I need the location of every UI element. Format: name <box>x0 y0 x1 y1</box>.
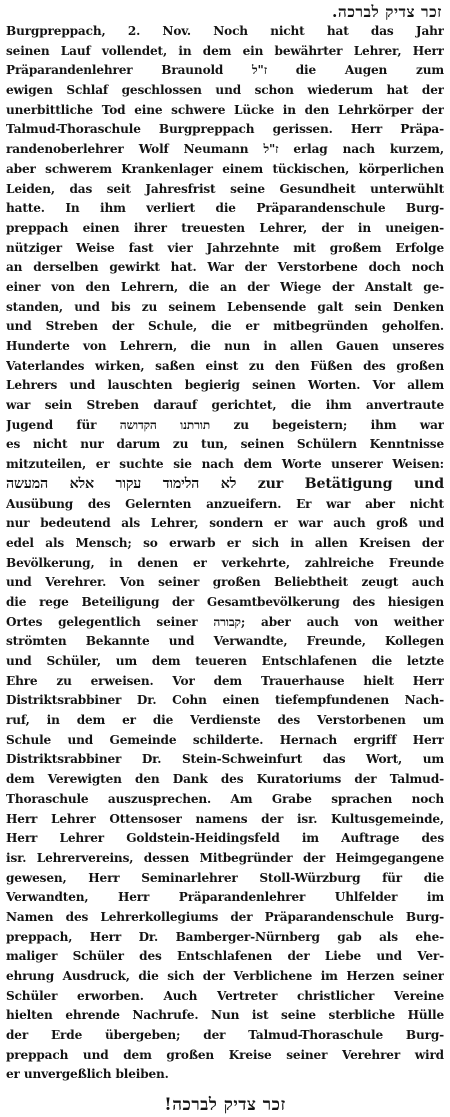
article-line: seinen Lauf vollendet, in dem ein bewährter Lehrer, Herr <box>6 43 444 58</box>
article-line: Ehre zu erweisen. Vor dem Trauerhause hielt Herr <box>6 673 444 688</box>
article-line: er unvergeßlich bleiben. <box>6 1067 169 1082</box>
article-line: war sein Streben darauf gerichtet, die ihm anvertraute <box>6 398 444 413</box>
hebrew-closing: זכר צדיק לברכה! <box>164 1095 286 1116</box>
article-line: Lehrers und lauschten begierig seinen Worten. Vor allem <box>6 378 444 393</box>
article-line: Herr Lehrer Goldstein-Heidingsfeld im Auftrage des <box>6 831 444 846</box>
article-line: Vaterlandes wirken, saßen einst zu den Füßen des großen <box>6 358 444 373</box>
article-line: Ortes gelegentlich seiner קבורה; aber auch von weither <box>6 614 444 629</box>
article-line: Jugend für תורתנו הקדושה zu begeistern; ihm war <box>6 417 444 432</box>
article-line: maliger Schüler des Entschlafenen der Liebe und Ver- <box>6 949 444 964</box>
article-line: Präparandenlehrer Braunold ז"ל die Augen zum <box>6 63 444 78</box>
article-line: Thoraschule auszusprechen. Am Grabe sprachen noch <box>6 791 444 806</box>
article-line: es nicht nur darum zu tun, seinen Schülern Kenntnisse <box>6 437 444 452</box>
article-line: ehrung Ausdruck, die sich der Verblichene im Herzen seiner <box>6 969 444 983</box>
article-line: ruf, in dem er die Verdienste des Verstorbenen um <box>6 713 444 728</box>
article-line: und Streben der Schule, die er mitbegründen geholfen. <box>6 319 444 334</box>
article-line: standen, und bis zu seinem Lebensende galt sein Denken <box>6 299 444 314</box>
article-line: randenoberlehrer Wolf Neumann ז"ל erlag nach kurzem, <box>6 142 444 157</box>
article-line: aber schwerem Krankenlager einem tückischen, körperlichen <box>6 161 444 176</box>
article-line: Bevölkerung, in denen er verkehrte, zahlreiche Freunde <box>6 555 444 570</box>
article-line: an derselben gewirkt hat. War der Verstorbene doch noch <box>6 260 444 275</box>
article-line: preppach einen ihrer treuesten Lehrer, der in uneigen- <box>6 220 444 235</box>
article-line: Leiden, das seit Jahresfrist seine Gesundheit unterwühlt <box>6 181 444 196</box>
article-line: nur bedeutend als Lehrer, sondern er war auch groß und <box>6 516 444 531</box>
article-line: preppach und dem großen Kreise seiner Verehrer wird <box>6 1047 444 1062</box>
article-line: Distriktsrabbiner Dr. Stein-Schweinfurt das Wort, um <box>6 752 444 767</box>
article-line: Distriktsrabbiner Dr. Cohn einen tiefempfundenen Nach- <box>6 693 444 708</box>
article-line: und Verehrer. Von seiner großen Beliebtheit zeugt auch <box>6 575 444 590</box>
article-line: dem Verewigten den Dank des Kuratoriums der Talmud- <box>6 772 444 787</box>
article-line: ewigen Schlaf geschlossen und schon wiederum hat der <box>6 83 444 98</box>
article-line: Herr Lehrer Ottensoser namens der isr. Kultusgemeinde, <box>6 811 444 826</box>
article-line: edel als Mensch; so erwarb er sich in allen Kreisen der <box>6 535 444 550</box>
article-line: strömten Bekannte und Verwandte, Freunde, Kollegen <box>6 634 444 649</box>
article-line: Schule und Gemeinde schilderte. Hernach ergriff Herr <box>6 732 444 747</box>
article-line: gewesen, Herr Seminarlehrer Stoll-Würzburg für die <box>6 870 444 885</box>
article-line: der Erde übergeben; der Talmud-Thoraschule Burg- <box>6 1028 444 1043</box>
article-line: Schüler erworben. Auch Vertreter christlicher Vereine <box>6 988 444 1003</box>
article-line: und Schüler, um dem teueren Entschlafenen die letzte <box>6 654 444 668</box>
article-body <box>6 22 444 1085</box>
article-line: einer von den Lehrern, die an der Wiege der Anstalt ge- <box>6 279 444 294</box>
article-line: hielten ehrende Nachrufe. Nun ist seine sterbliche Hülle <box>6 1008 444 1023</box>
article-line: Namen des Lehrerkollegiums der Präparandenschule Burg- <box>6 909 444 924</box>
article-line: Burgpreppach, 2. Nov. Noch nicht hat das Jahr <box>6 24 444 38</box>
article-line: Hunderte von Lehrern, die nun in allen Gauen unseres <box>6 339 444 353</box>
hebrew-heading: זכר צדיק לברכה. <box>332 2 442 21</box>
article-line: hatte. In ihm verliert die Präparandenschule Burg- <box>6 201 444 216</box>
article-line: Verwandten, Herr Präparandenlehrer Uhlfelder im <box>6 890 444 905</box>
article-line: preppach, Herr Dr. Bamberger-Nürnberg gab als ehe- <box>6 929 444 944</box>
article-line: die rege Beteiligung der Gesamtbevölkerung des hiesigen <box>6 594 444 609</box>
article-line: mitzuteilen, er suchte sie nach dem Worte unserer Weisen: <box>6 457 444 472</box>
article-line: nütziger Weise fast vier Jahrzehnte mit großem Erfolge <box>6 240 444 255</box>
article-line: isr. Lehrervereins, dessen Mitbegründer der Heimgegangene <box>6 850 444 865</box>
article-line: Talmud-Thoraschule Burgpreppach gerissen. Herr Präpa- <box>6 122 444 137</box>
article-line: unerbittliche Tod eine schwere Lücke in den Lehrkörper der <box>6 102 444 117</box>
article-line: לא הלימוד עקור אלא המעשה zur Betätigung und <box>6 475 444 492</box>
article-line: Ausübung des Gelernten anzueifern. Er war aber nicht <box>6 496 444 511</box>
